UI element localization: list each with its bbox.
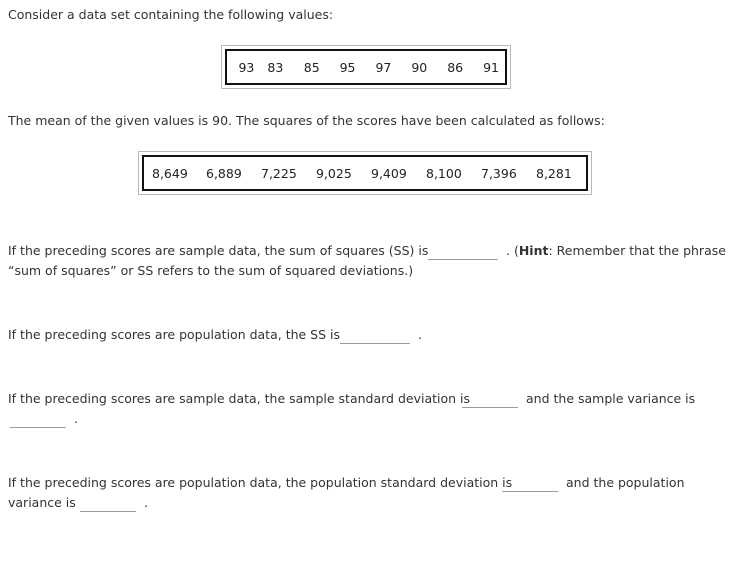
value-item: 95 [339, 59, 356, 75]
q3-text: If the preceding scores are sample data, the sample standard deviation is [8, 391, 471, 406]
value-item: 91 [483, 59, 499, 75]
population-sd-answer-blank[interactable] [502, 491, 558, 492]
sample-variance-answer-blank[interactable] [10, 427, 66, 428]
q4-text: If the preceding scores are population data, the population standard deviation is [8, 475, 513, 490]
q2-period: . [418, 327, 422, 342]
square-item: 7,225 [261, 165, 297, 181]
q1-hint [506, 243, 726, 258]
squares-box-inner [142, 155, 588, 191]
q1-text: If the preceding scores are sample data, the sum of squares (SS) is [8, 243, 429, 258]
q4-text-line2: variance is [8, 495, 76, 510]
value-item: 85 [303, 59, 320, 75]
intro-text: Consider a data set containing the following values: [8, 7, 334, 22]
q4-period: . [144, 495, 148, 510]
ss-sample-answer-blank[interactable] [428, 259, 498, 260]
square-item: 8,100 [426, 165, 462, 181]
square-item: 6,889 [206, 165, 242, 181]
population-variance-answer-blank[interactable] [80, 511, 136, 512]
value-item: 86 [447, 59, 464, 75]
mean-text: The mean of the given values is 90. The squares of the scores have been calculated as follows: [8, 113, 605, 128]
value-item: 97 [375, 59, 392, 75]
q3-period: . [74, 411, 78, 426]
values-box-inner [225, 49, 507, 85]
sample-sd-answer-blank[interactable] [462, 407, 518, 408]
values-box [221, 45, 511, 89]
value-item: 93 [238, 59, 255, 75]
q1-hint-rest: : Remember that the phrase [548, 243, 726, 258]
q1-text-line2: “sum of squares” or SS refers to the sum of squared deviations.) [8, 263, 414, 278]
value-item: 90 [411, 59, 428, 75]
q2-text: If the preceding scores are population data, the SS is [8, 327, 341, 342]
hint-label: Hint [518, 243, 549, 258]
q3-middle-text: and the sample variance is [526, 391, 696, 406]
square-item: 7,396 [481, 165, 517, 181]
square-item: 9,409 [371, 165, 407, 181]
q1-hint-open: . ( [506, 243, 519, 258]
square-item: 8,649 [152, 165, 188, 181]
value-item: 83 [267, 59, 284, 75]
square-item: 8,281 [536, 165, 572, 181]
squares-box [138, 151, 592, 195]
square-item: 9,025 [316, 165, 352, 181]
q4-middle-text: and the population [566, 475, 685, 490]
ss-population-answer-blank[interactable] [340, 343, 410, 344]
